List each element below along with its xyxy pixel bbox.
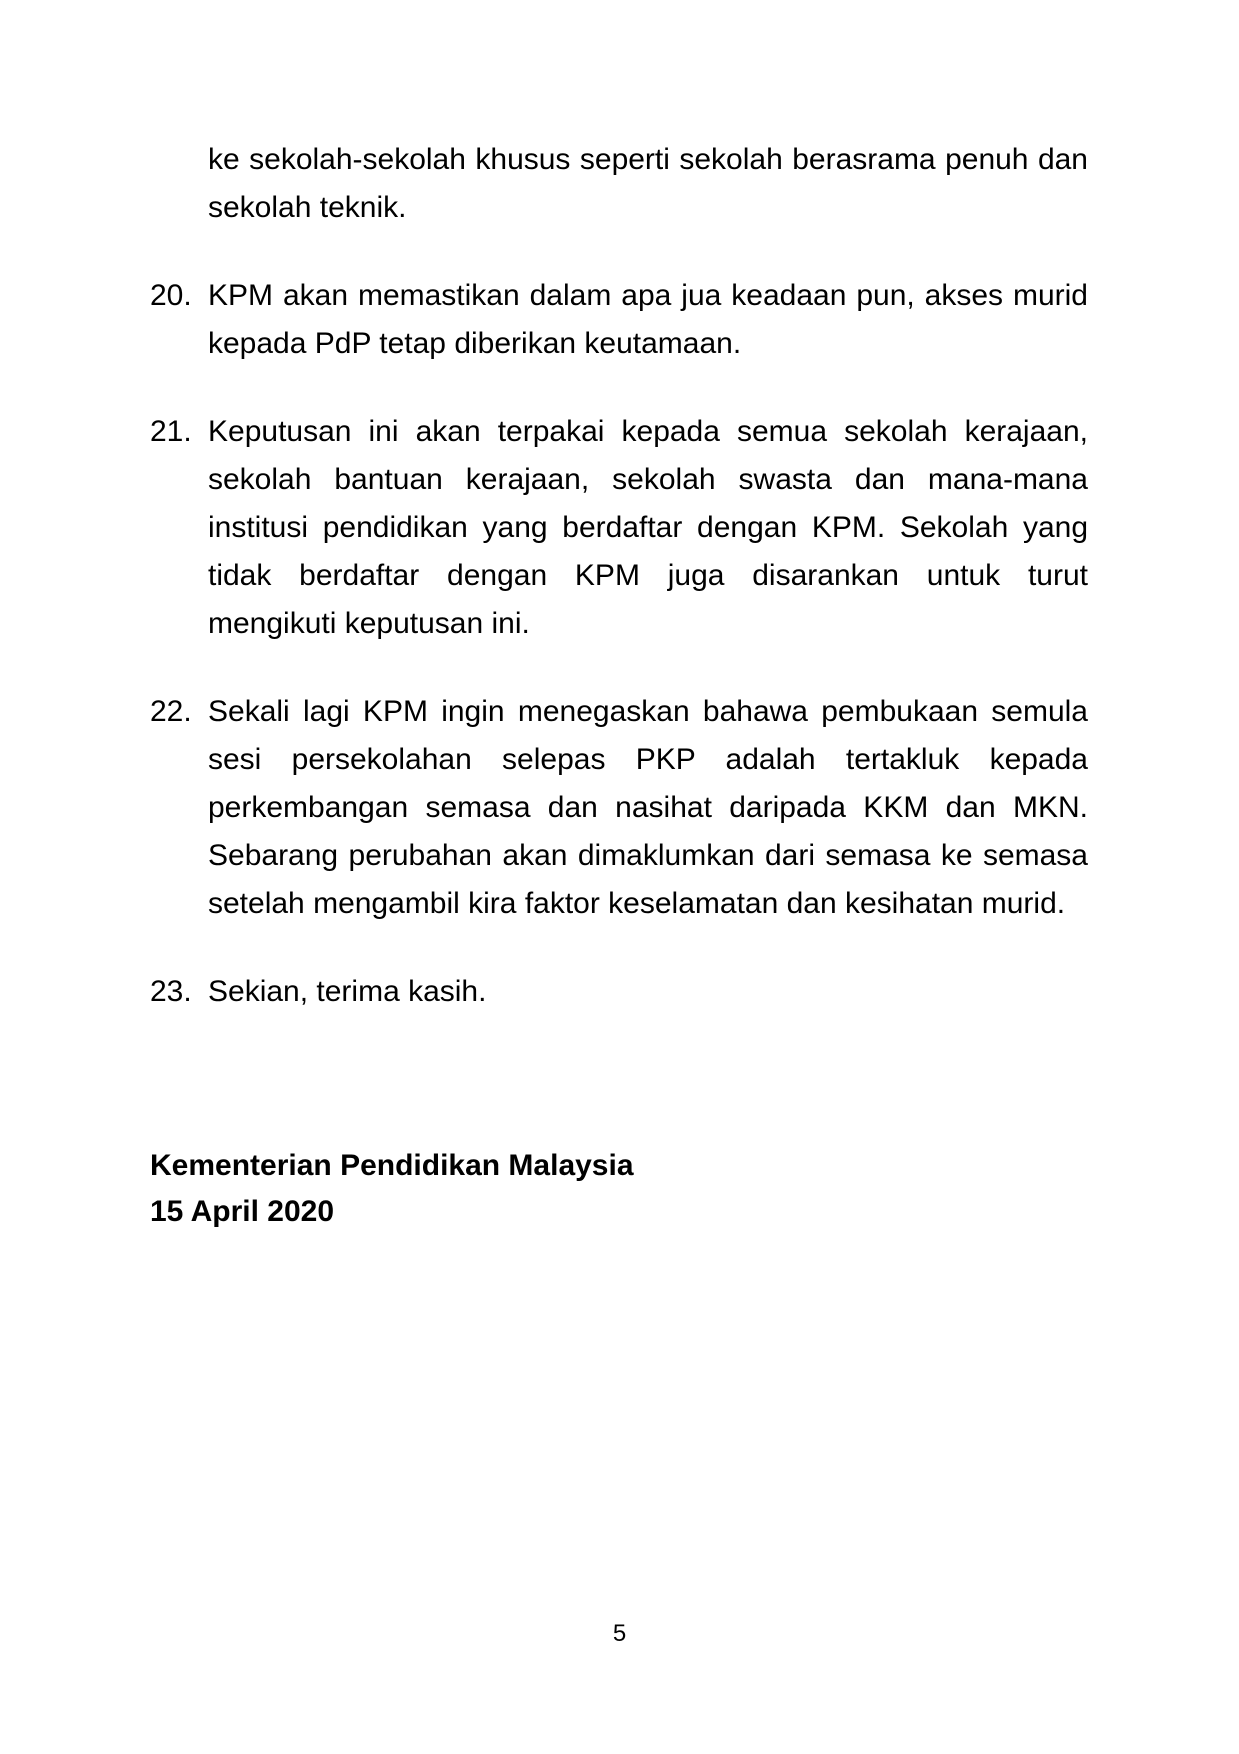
list-item-23	[150, 968, 1088, 1016]
document-body	[150, 136, 1088, 1235]
item-text: Keputusan ini akan terpakai kepada semua sekolah kerajaan, sekolah bantuan kerajaan, sekolah swasta dan mana-mana institusi pendidikan yang berdaftar dengan KPM. Sekolah yang tidak berdaftar dengan KPM juga disarankan untuk turut mengikuti keputusan ini.	[208, 415, 1088, 640]
list-item-21	[150, 408, 1088, 648]
list-item-22	[150, 688, 1088, 928]
item-text: Sekali lagi KPM ingin menegaskan bahawa pembukaan semula sesi persekolahan selepas PKP adalah tertakluk kepada perkembangan semasa dan nasihat daripada KKM dan MKN. Sebarang perubahan akan dimaklumkan dari semasa ke semasa setelah mengambil kira faktor keselamatan dan kesihatan murid.	[208, 695, 1088, 920]
page-number: 5	[612, 1620, 627, 1647]
signature-block	[150, 1143, 1088, 1235]
list-item-20	[150, 272, 1088, 368]
continuation-paragraph: ke sekolah-sekolah khusus seperti sekolah berasrama penuh dan sekolah teknik.	[208, 143, 1088, 224]
item-number: 20.	[150, 279, 192, 312]
item-text: Sekian, terima kasih.	[208, 975, 487, 1008]
item-number: 23.	[150, 975, 192, 1008]
signature-organization: Kementerian Pendidikan Malaysia	[150, 1149, 634, 1182]
item-number: 21.	[150, 415, 192, 448]
signature-date: 15 April 2020	[150, 1195, 334, 1228]
item-text: KPM akan memastikan dalam apa jua keadaan pun, akses murid kepada PdP tetap diberikan keutamaan.	[208, 279, 1088, 360]
item-number: 22.	[150, 695, 192, 728]
